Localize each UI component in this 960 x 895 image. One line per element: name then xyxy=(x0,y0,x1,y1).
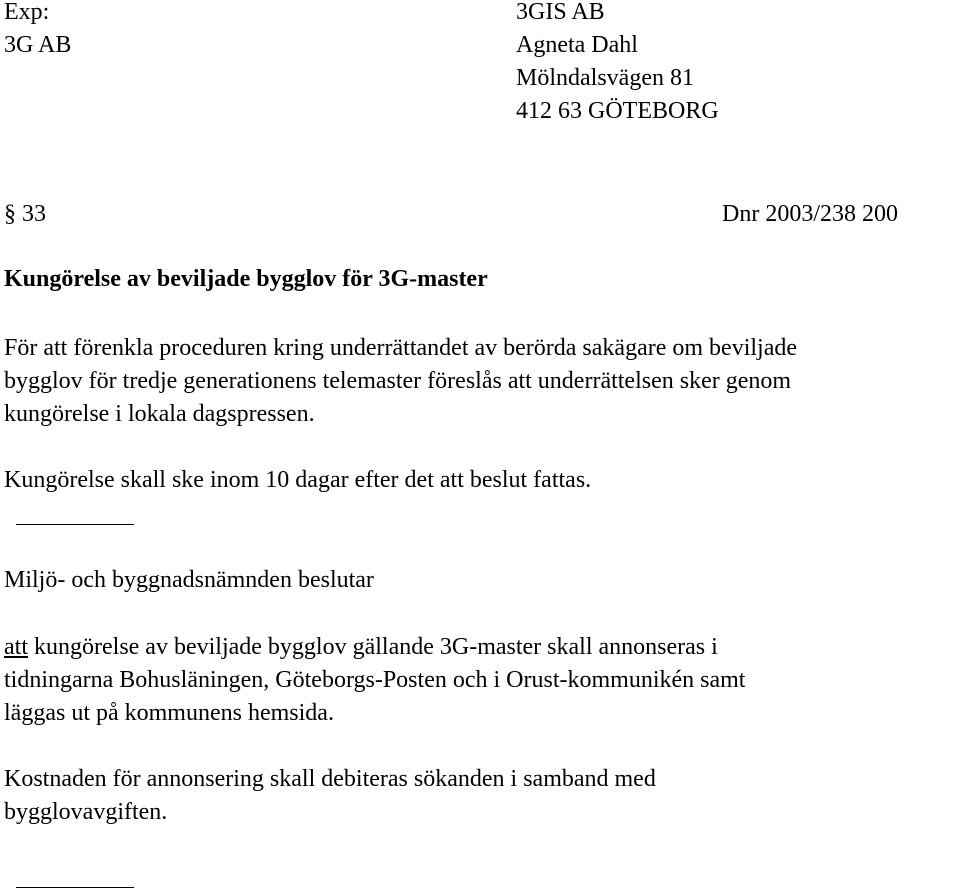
document-title: Kungörelse av beviljade bygglov för 3G-master xyxy=(4,266,488,292)
exp-value: 3G AB xyxy=(4,32,72,58)
recipient-city: 412 63 GÖTEBORG xyxy=(516,98,719,124)
exp-label: Exp: xyxy=(4,0,50,25)
dnr-reference: Dnr 2003/238 200 xyxy=(722,201,898,227)
recipient-name: Agneta Dahl xyxy=(516,32,638,58)
cost-line: Kostnaden för annonsering skall debiteras sökanden i samband med xyxy=(4,766,656,792)
paragraph1-line: För att förenkla proceduren kring underrättandet av berörda sakägare om beviljade xyxy=(4,335,797,361)
paragraph1-line: bygglov för tredje generationens telemaster föreslås att underrättelsen sker genom xyxy=(4,368,792,394)
cost-line: bygglovavgiften. xyxy=(4,799,168,825)
decision-line1-text: kungörelse av beviljade bygglov gällande 3G-master skall annonseras i xyxy=(28,634,718,660)
decision-heading: Miljö- och byggnadsnämnden beslutar xyxy=(4,567,374,593)
att-keyword: att xyxy=(4,634,28,660)
separator-rule xyxy=(16,524,134,525)
recipient-street: Mölndalsvägen 81 xyxy=(516,65,694,91)
recipient-company: 3GIS AB xyxy=(516,0,605,25)
paragraph1-line: kungörelse i lokala dagspressen. xyxy=(4,401,315,427)
bottom-separator-rule xyxy=(16,887,134,888)
section-number: § 33 xyxy=(4,201,46,227)
decision-line xyxy=(4,632,718,662)
decision-line: tidningarna Bohusläningen, Göteborgs-Posten och i Orust-kommunikén samt xyxy=(4,667,746,693)
paragraph2: Kungörelse skall ske inom 10 dagar efter det att beslut fattas. xyxy=(4,467,592,493)
decision-line: läggas ut på kommunens hemsida. xyxy=(4,700,334,726)
